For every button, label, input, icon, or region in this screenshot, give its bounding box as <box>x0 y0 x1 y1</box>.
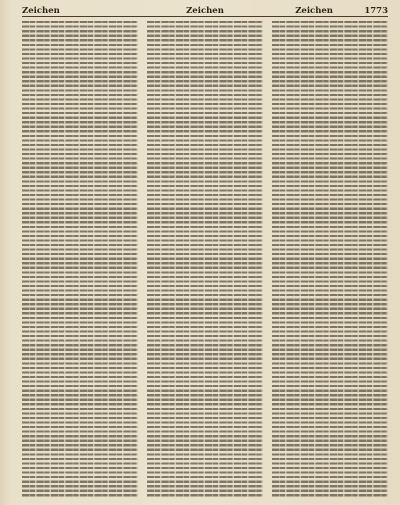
running-head <box>22 6 388 19</box>
header-rule <box>22 16 388 17</box>
illegible-text-block <box>272 20 388 497</box>
text-columns <box>22 20 388 497</box>
page-number: 1773 <box>364 6 388 16</box>
column-middle <box>147 20 263 497</box>
running-head-center: Zeichen <box>186 6 224 16</box>
running-head-left: Zeichen <box>22 6 60 16</box>
column-right <box>272 20 388 497</box>
illegible-text-block <box>147 20 263 497</box>
illegible-text-block <box>22 20 138 497</box>
running-head-right: Zeichen <box>295 6 333 16</box>
column-left <box>22 20 138 497</box>
